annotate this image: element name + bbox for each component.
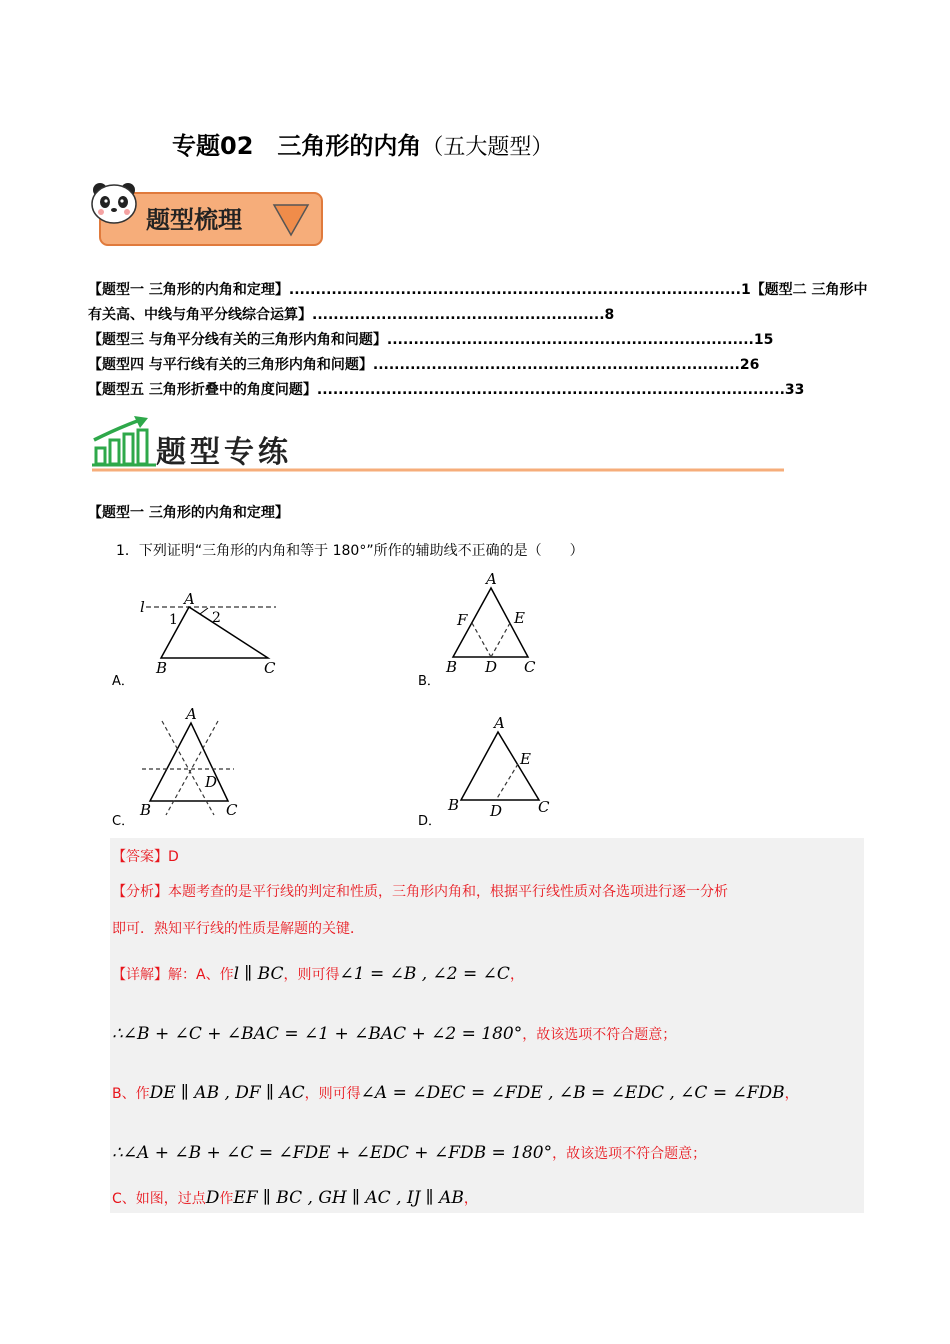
toc-dots: ........................................................................................ <box>316 382 785 398</box>
detail-line-3 <box>112 1083 799 1103</box>
figure-b-label-A: A <box>486 570 497 588</box>
line5-math2: EF ∥ BC , GH ∥ AC , IJ ∥ AB <box>233 1188 464 1208</box>
toc-dots: ..................................................................................... <box>288 282 741 298</box>
figure-a-label-C: C <box>264 659 276 677</box>
detail-line-2 <box>112 1024 676 1044</box>
figure-c-label-C: C <box>226 801 238 819</box>
option-d-label[interactable]: D． <box>418 814 442 829</box>
toc-item-3[interactable]: 【题型三 与角平分线有关的三角形内角和问题】 <box>88 332 387 348</box>
line3-math2: ∠A = ∠DEC = ∠FDE , ∠B = ∠EDC , ∠C = ∠FDB <box>360 1083 785 1103</box>
toc-item-4[interactable]: 【题型四 与平行线有关的三角形内角和问题】 <box>88 357 373 373</box>
detail-label: 【详解】 <box>112 967 168 983</box>
figure-a-label-2: 2 <box>212 610 221 626</box>
toc-item-1[interactable]: 【题型一 三角形的内角和定理】 <box>88 282 289 298</box>
toc-item-2[interactable]: 【题型二 三角形中有关高、中线与角平分线综合运算】 <box>88 282 868 323</box>
line5-end: ， <box>463 1191 478 1207</box>
analysis-label: 【分析】 <box>112 884 168 900</box>
line1-prefix: 解：A、作 <box>168 967 234 983</box>
title-main: 专题02 三角形的内角 <box>172 132 422 160</box>
line1-end: ， <box>509 967 524 983</box>
option-b-label[interactable]: B． <box>418 674 440 689</box>
toc-page-4: 26 <box>739 357 760 373</box>
option-a-label[interactable]: A． <box>112 674 134 689</box>
badge-graphic <box>88 180 328 250</box>
figure-d-label-B: B <box>448 796 460 814</box>
toc-dots: ....................................................... <box>312 307 605 323</box>
badge-label: 题型梳理 <box>146 205 242 234</box>
question-section-title: 【题型一 三角形的内角和定理】 <box>88 505 289 521</box>
figure-a-label-A: A <box>184 590 195 608</box>
figure-c <box>136 705 246 820</box>
panda-icon <box>92 183 136 223</box>
line1-mid: ，则可得 <box>283 967 340 983</box>
figure-a <box>136 590 286 680</box>
toc-line-3 <box>88 328 868 353</box>
page-title <box>172 126 553 161</box>
figure-d-label-D: D <box>490 802 503 820</box>
section-banner-practice <box>90 416 790 476</box>
toc-dots: ..................................................................... <box>372 357 740 373</box>
line3-math1: DE ∥ AB , DF ∥ AC <box>149 1083 305 1103</box>
toc-line-4 <box>88 353 868 378</box>
table-of-contents <box>88 278 868 403</box>
figure-b <box>440 570 550 678</box>
line3-end: ， <box>784 1086 799 1102</box>
section-label: 题型专练 <box>156 435 292 470</box>
title-sub: （五大题型） <box>421 135 554 160</box>
toc-page-1: 1 <box>740 282 751 298</box>
figure-c-label-A: A <box>186 705 197 723</box>
analysis-line-1 <box>112 881 728 901</box>
figure-b-label-F: F <box>457 611 468 629</box>
figure-c-label-D: D <box>205 773 218 791</box>
figure-b-label-B: B <box>446 658 458 676</box>
answer-label: 【答案】 <box>112 849 168 865</box>
toc-line-1-2 <box>88 278 868 328</box>
toc-dots: ..................................................................... <box>386 332 754 348</box>
answer-value: D <box>168 849 179 865</box>
growth-chart-icon <box>92 416 156 465</box>
line1-math1: l ∥ BC <box>233 964 284 984</box>
toc-page-2: 8 <box>604 307 615 323</box>
toc-page-5: 33 <box>784 382 805 398</box>
figure-d-label-A: A <box>494 714 505 732</box>
figure-c-label-B: B <box>140 801 152 819</box>
line5-prefix: C、如图，过点 <box>112 1191 206 1207</box>
line3-prefix: B、作 <box>112 1086 150 1102</box>
line4-text: ，故该选项不符合题意； <box>552 1146 707 1162</box>
toc-item-5[interactable]: 【题型五 三角形折叠中的角度问题】 <box>88 382 317 398</box>
line1-math2: ∠1 = ∠B , ∠2 = ∠C <box>339 964 510 984</box>
answer-line <box>112 846 179 866</box>
figure-b-label-D: D <box>485 658 498 676</box>
figure-d <box>444 714 554 822</box>
figure-a-label-B: B <box>156 659 168 677</box>
section-badge-summary <box>88 180 328 250</box>
figure-d-label-E: E <box>520 750 531 768</box>
toc-line-5 <box>88 378 868 403</box>
question-text: 1．下列证明“三角形的内角和等于 180°”所作的辅助线不正确的是（ ） <box>116 543 584 559</box>
figure-a-label-l: l <box>140 598 145 616</box>
line2-text: ，故该选项不符合题意； <box>522 1027 677 1043</box>
line2-math: ∴∠B + ∠C + ∠BAC = ∠1 + ∠BAC + ∠2 = 180° <box>112 1024 523 1044</box>
line5-math1: D <box>205 1188 220 1208</box>
line4-math: ∴∠A + ∠B + ∠C = ∠FDE + ∠EDC + ∠FDB = 180° <box>112 1143 553 1163</box>
practice-banner-graphic <box>90 416 790 476</box>
figure-d-label-C: C <box>538 798 550 816</box>
line5-mid: 作 <box>219 1191 234 1207</box>
detail-line-4 <box>112 1143 706 1163</box>
detail-line-1 <box>112 964 524 984</box>
detail-line-5 <box>112 1188 478 1208</box>
figure-b-label-E: E <box>514 609 525 627</box>
analysis-text-1: 本题考查的是平行线的判定和性质，三角形内角和，根据平行线性质对各选项进行逐一分析 <box>168 884 728 900</box>
figure-a-label-1: 1 <box>169 612 178 628</box>
analysis-text-2: 即可．熟知平行线的性质是解题的关键． <box>112 921 364 937</box>
line3-mid: ，则可得 <box>304 1086 361 1102</box>
option-c-label[interactable]: C． <box>112 814 135 829</box>
toc-page-3: 15 <box>753 332 774 348</box>
figure-b-label-C: C <box>524 658 536 676</box>
